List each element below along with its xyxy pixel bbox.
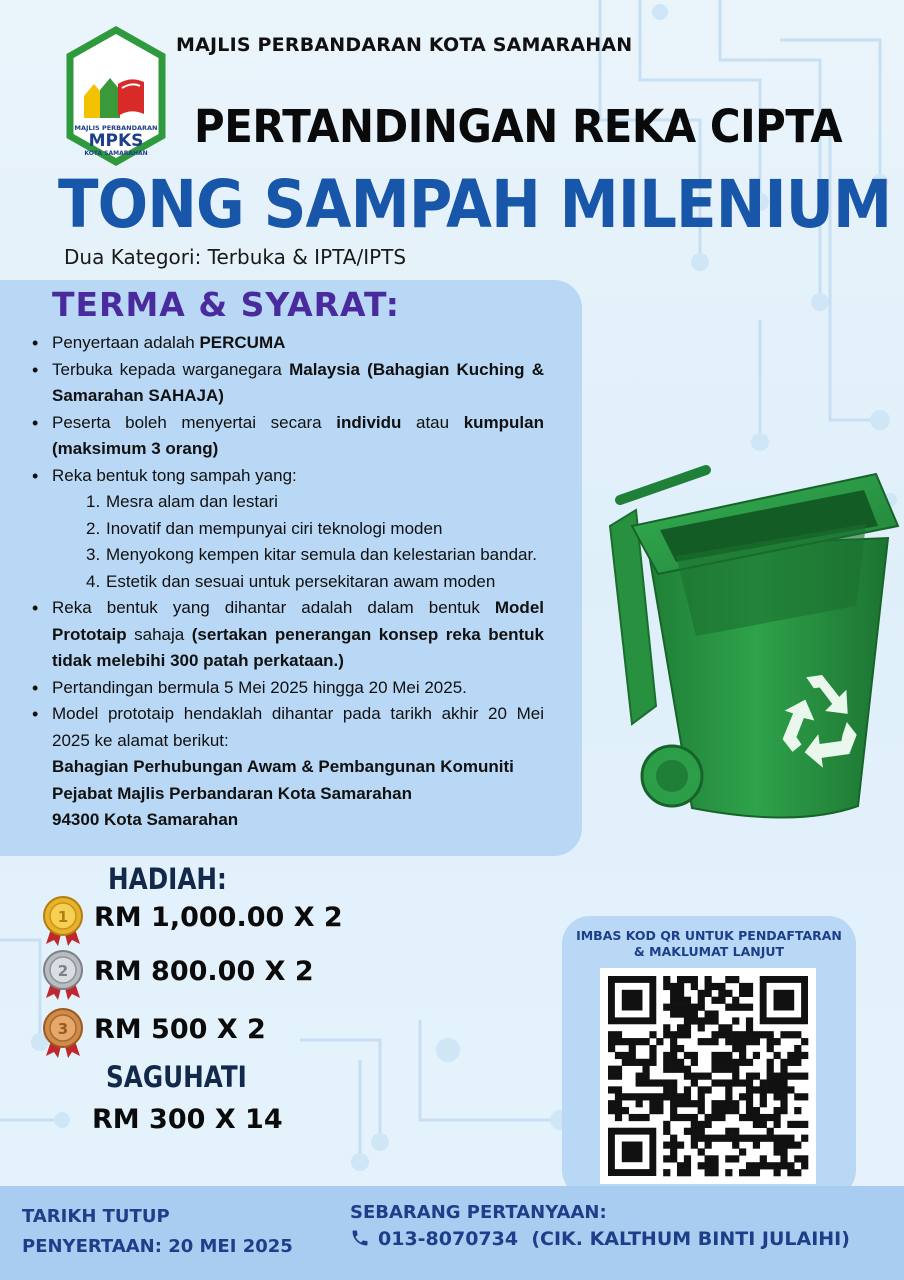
svg-text:3: 3 <box>57 1020 69 1038</box>
prize-second <box>40 948 360 1000</box>
svg-text:2: 2 <box>57 962 69 980</box>
qr-code-icon <box>600 968 816 1184</box>
term-item: • Reka bentuk yang dihantar adalah dalam bentuk Model Prototaip sahaja (sertakan penerangan konsep reka bentuk tidak melebihi 300 patah perkataan.) <box>32 595 544 675</box>
prize-second-amount: RM 800.00 X 2 <box>94 956 314 987</box>
term-item: • Terbuka kepada warganegara Malaysia (Bahagian Kuching & Samarahan SAHAJA) <box>32 357 544 410</box>
closing-date <box>22 1202 293 1262</box>
consolation-amount: RM 300 X 14 <box>92 1104 283 1135</box>
address-line: Bahagian Perhubungan Awam & Pembangunan Komuniti <box>52 757 514 776</box>
terms-title: TERMA & SYARAT: <box>52 285 400 324</box>
prize-third-amount: RM 500 X 2 <box>94 1014 266 1045</box>
closing-line-2: PENYERTAAN: 20 MEI 2025 <box>22 1236 293 1257</box>
mpks-logo <box>64 26 168 166</box>
bronze-medal-icon <box>40 1006 86 1058</box>
term-item: • Reka bentuk tong sampah yang: 1. Mesra alam dan lestari 2. Inovatif dan mempunyai ciri teknologi moden 3. Menyokong kempen kitar semula dan kelestarian bandar. 4. Estetik dan sesuai untuk persekitaran awam moden <box>32 463 544 596</box>
title-line-1: PERTANDINGAN REKA CIPTA <box>194 100 843 153</box>
logo-text-bottom: KOTA SAMARAHAN <box>84 150 148 157</box>
phone-number[interactable]: 013-8070734 <box>378 1228 519 1250</box>
categories-text: Dua Kategori: Terbuka & IPTA/IPTS <box>64 245 407 269</box>
closing-line-1: TARIKH TUTUP <box>22 1206 170 1227</box>
contact-person: (CIK. KALTHUM BINTI JULAIHI) <box>531 1228 850 1250</box>
svg-text:1: 1 <box>57 908 69 926</box>
prize-first-amount: RM 1,000.00 X 2 <box>94 902 343 933</box>
logo-text-main: MPKS <box>88 131 144 151</box>
organization-name: MAJLIS PERBANDARAN KOTA SAMARAHAN <box>176 34 633 56</box>
criteria-item: 1. Mesra alam dan lestari <box>86 492 278 511</box>
registration-qr-code[interactable] <box>600 968 816 1184</box>
logo-text-top: MAJLIS PERBANDARAN <box>74 124 158 132</box>
address-line: 94300 Kota Samarahan <box>52 810 239 829</box>
enquiry-label: SEBARANG PERTANYAAN: <box>350 1202 607 1223</box>
recycle-bin-illustration <box>596 456 902 836</box>
qr-caption: IMBAS KOD QR UNTUK PENDAFTARAN & MAKLUMAT LANJUT <box>576 928 842 959</box>
prizes-title: HADIAH: <box>108 862 227 896</box>
address-line: Pejabat Majlis Perbandaran Kota Samarahan <box>52 783 412 803</box>
terms-list <box>32 330 544 834</box>
term-item: • Peserta boleh menyertai secara individu atau kumpulan (maksimum 3 orang) <box>32 410 544 463</box>
design-criteria-list <box>52 489 544 595</box>
silver-medal-icon <box>40 948 86 1000</box>
title-line-2: TONG SAMPAH MILENIUM <box>58 166 892 243</box>
criteria-item: 4. Estetik dan sesuai untuk persekitaran awam moden <box>86 571 496 591</box>
gold-medal-icon <box>40 894 86 946</box>
criteria-item: 3. Menyokong kempen kitar semula dan kelestarian bandar. <box>86 545 537 564</box>
criteria-item: 2. Inovatif dan mempunyai ciri teknologi moden <box>86 518 443 538</box>
prize-third <box>40 1006 360 1058</box>
term-item: • Pertandingan bermula 5 Mei 2025 hingga 20 Mei 2025. <box>32 675 544 702</box>
enquiry-contact <box>350 1228 850 1250</box>
prize-first <box>40 894 360 946</box>
term-item: • Penyertaan adalah PERCUMA <box>32 330 544 357</box>
consolation-title: SAGUHATI <box>106 1060 247 1094</box>
phone-icon <box>350 1228 370 1248</box>
term-item: • Model prototaip hendaklah dihantar pada tarikh akhir 20 Mei 2025 ke alamat berikut: <box>32 701 544 754</box>
